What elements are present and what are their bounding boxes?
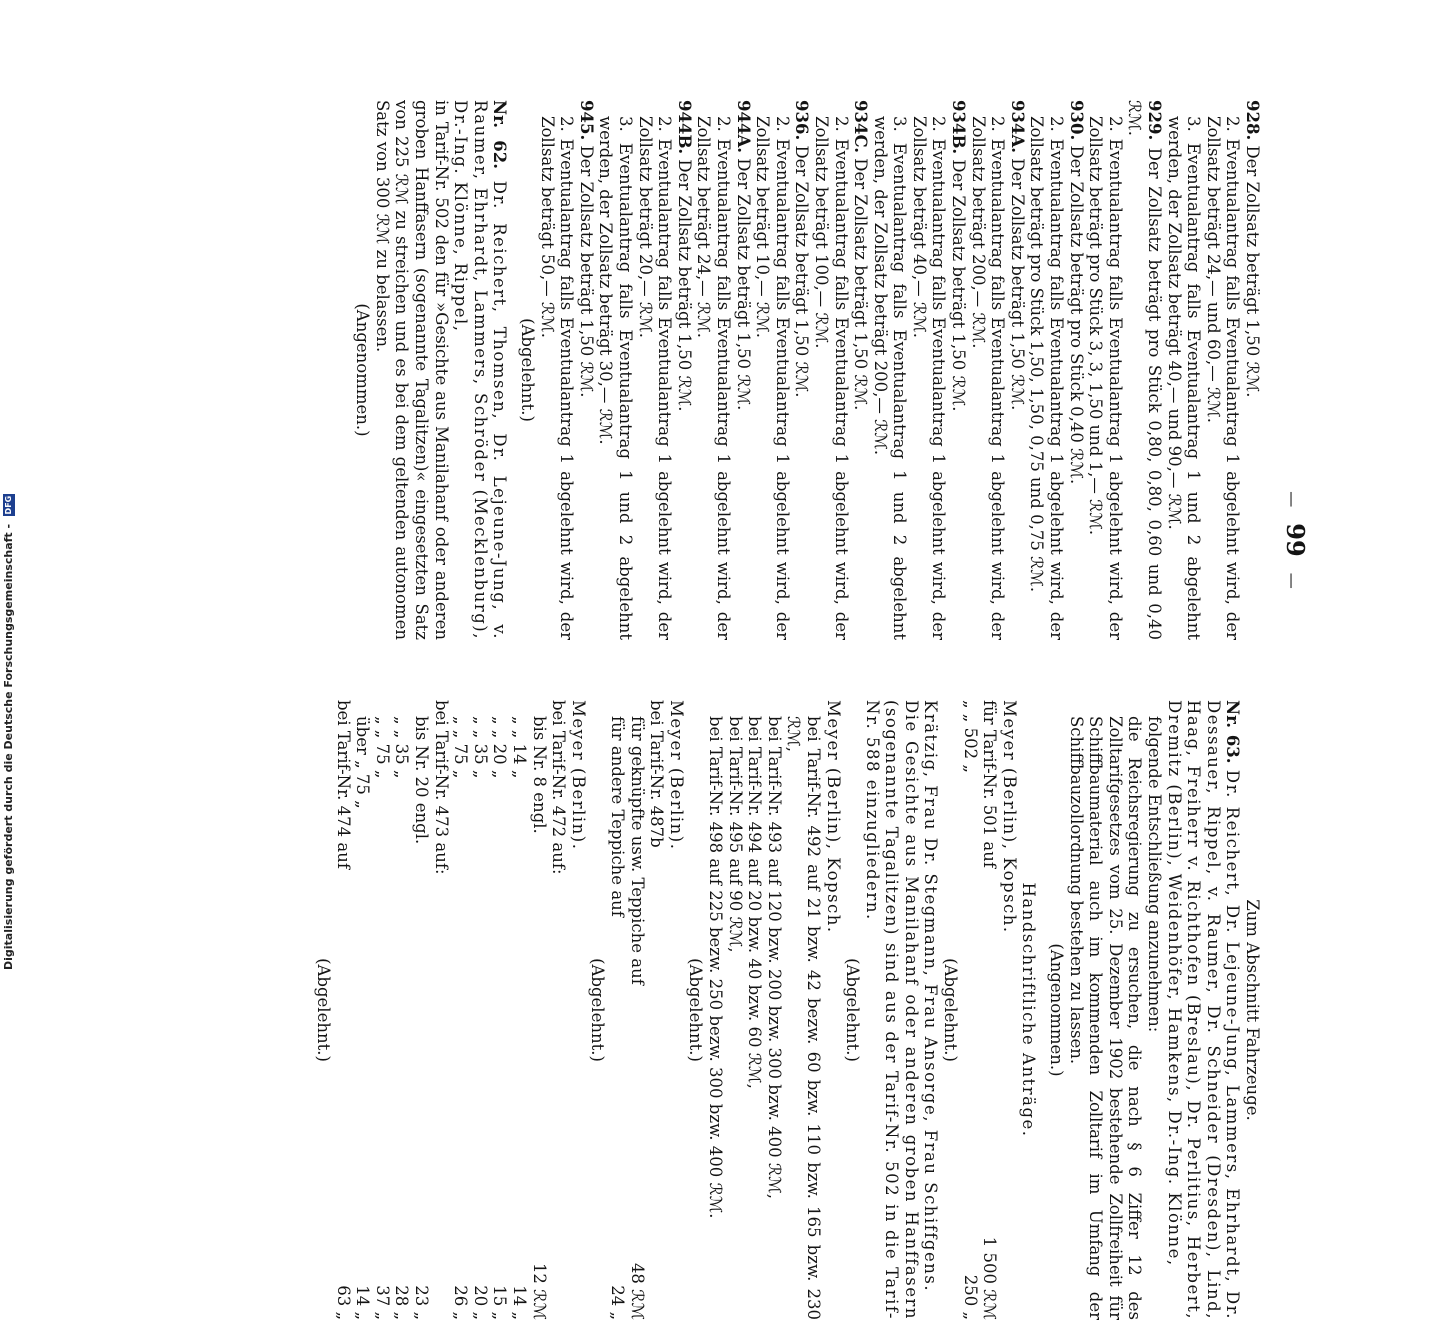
meyer4-row-amount: 15 „ [490,1285,510,1320]
tariff-entry-line: 3. Eventualantrag falls Eventualantrag 1 und 2 abgelehnt werden, der Zollsatz beträgt 30,— ℛℳ. [596,116,635,640]
tariff-entry-line: 2. Eventualantrag falls Eventualantrag 1 abgelehnt wird, der Zollsatz beträgt 50,— ℛℳ. [537,116,577,640]
tariff-entry-line: 3. Eventualantrag falls Eventualantrag 1 und 2 abgelehnt werden, der Zollsatz beträgt 40,— und 90,— ℛℳ. [1164,116,1204,640]
meyer4-row [333,700,353,1320]
tariff-entry [1125,100,1164,640]
tariff-entry-number: 934A. [1007,100,1027,153]
tariff-entry-line: 3. Eventualantrag falls Eventualantrag 1 und 2 abgelehnt werden, der Zollsatz beträgt 200,— ℛℳ. [870,116,910,640]
section-heading: Zum Abschnitt Fahrzeuge. [1243,899,1262,1121]
meyer2-line: bei Tarif-Nr. 493 auf 120 bzw. 200 bzw. 300 bzw. 400 ℛℳ, [764,716,784,1199]
tariff-entry-line: 2. Eventualantrag falls Eventualantrag 1 abgelehnt wird, der Zollsatz beträgt 24,— und 60,— ℛℳ. [1203,116,1243,640]
meyer4-row [451,700,471,1320]
meyer4-row-label: „ „ 35 „ [392,716,412,779]
tariff-entry-line: 2. Eventualantrag falls Eventualantrag 1 abgelehnt wird, der Zollsatz beträgt 24,— ℛℳ. [694,116,733,640]
tariff-entry [1007,100,1027,640]
meyer4-sub2: bei Tarif-Nr. 473 auf: [431,700,451,875]
meyer1-row-amount: 1 500 ℛℳ [980,1236,1000,1320]
tariff-entry-text: Der Zollsatz beträgt 1,50 ℛℳ. [733,158,753,411]
tariff-entry-line: 2. Eventualantrag falls Eventualantrag 1 abgelehnt wird, der Zollsatz beträgt 100,— ℛℳ. [811,116,851,640]
kraetzig-text: Die Gesichte aus Manilahanf oder anderen groben Hanffasern (sogenannte Tagalitzen) sind aus der Tarif-Nr. 502 in die Tarif-Nr. 588 einzugliedern. [862,700,921,1320]
meyer4-row-label: „ „ 14 „ [510,716,530,779]
tariff-entry-number: 928. [1243,100,1262,141]
handwritten-motions-heading: Handschriftliche Anträge. [1019,882,1039,1138]
tariff-entry-number: 944B. [674,100,694,155]
tariff-entry [576,100,596,640]
kraetzig-result: (Abgelehnt.) [843,958,863,1062]
meyer2-line: bei Tarif-Nr. 492 auf 21 bzw. 42 bezw. 60 bzw. 110 bzw. 165 bzw. 230 ℛℳ, [784,716,823,1320]
meyer4-row-label: bis Nr. 20 engl. [412,716,432,845]
meyer4-head: Meyer (Berlin). [568,700,588,851]
meyer4-row-amount: 23 „ [412,1285,432,1320]
page-number: 99 [1281,523,1310,557]
meyer4-row [392,700,412,1320]
motion-62-head: Nr. 62. [490,100,510,169]
meyer4-row-label: „ „ 35 „ [470,716,490,779]
meyer4-row-label: „ „ 75 „ [372,716,392,779]
meyer4-row-amount: 28 „ [392,1285,412,1320]
meyer3-row-label: für geknüpfte usw. Teppiche auf [627,716,647,985]
meyer4-row-label: bei Tarif-Nr. 474 auf [333,700,353,869]
meyer2-result: (Abgelehnt.) [686,958,706,1062]
left-result: (Abgelehnt.) [518,318,538,422]
meyer4-row-label: bis Nr. 8 engl. [529,716,549,834]
tariff-entry-line: 2. Eventualantrag falls Eventualantrag 1 abgelehnt wird, der Zollsatz beträgt 40,— ℛℳ. [909,116,949,640]
motion-63-names: Dr. Reichert, Dr. Lejeune-Jung, Lammers, Ehrhardt, Dr. Dessauer, Rippel, v. Raumer, Dr. Schneider (Dresden), Lind, Haag, Freiherr v. Richthofen (Breslau), Dr. Perlitius, Herbert, Dremitz (Berlin), Weidenhöfer, Hamkens, Dr.-Ing. Klönne, [1164,700,1243,1320]
tariff-entry-text: Der Zollsatz beträgt pro Stück 0,80, 0,80, 0,60 und 0,40 ℛℳ. [1125,100,1165,641]
meyer4-row-amount: 37 „ [372,1285,392,1320]
tariff-entry-number: 930. [1066,100,1086,141]
meyer3-row-label: für andere Teppiche auf [608,716,627,917]
page-number-line: —99— [1281,491,1310,589]
tariff-entry-text: Der Zollsatz beträgt 1,50 ℛℳ. [792,145,812,398]
meyer1-row-label: „ „ 502 „ [960,700,980,773]
meyer1-row [960,700,980,1320]
motion-63-head: Nr. 63. [1223,700,1243,764]
meyer4-row-amount: 14 „ [510,1285,530,1320]
tariff-entry-text: Der Zollsatz beträgt 1,50 ℛℳ. [576,145,596,398]
meyer3-row [627,700,647,1320]
meyer1-head: Meyer (Berlin), Kopsch. [999,700,1019,934]
meyer3-row [607,700,627,1320]
tariff-entry-text: Der Zollsatz beträgt 1,50 ℛℳ. [674,159,694,412]
motion-62-text: in Tarif-Nr. 502 den für »Gesichte aus Manilahanf oder anderen groben Hanffasern (sogenannte Tagalitzen)« eingesetzten Satz von 225 ℛℳ zu streichen und es bei dem geltenden autonomen Satz von 300 ℛℳ zu belassen. [372,100,451,640]
meyer1-row-label: für Tarif-Nr. 501 auf [980,700,1000,868]
tariff-entry-line: 2. Eventualantrag falls Eventualantrag 1 abgelehnt wird, der Zollsatz beträgt 20,— ℛℳ. [635,116,675,640]
tariff-entry [851,100,871,640]
meyer1-result: (Abgelehnt.) [941,958,961,1062]
meyer4-row [509,700,529,1320]
meyer4-row-label: über „ 75 „ [353,716,373,809]
tariff-entry [733,100,753,640]
motion-62-names: Dr. Reichert, Thomsen, Dr. Lejeune-Jung, v. Raumer, Ehrhardt, Lammers, Schröder (Mecklenburg), Dr.-Ing. Klönne, Rippel, [451,100,510,640]
tariff-entry-line: 2. Eventualantrag falls Eventualantrag 1 abgelehnt wird, der Zollsatz beträgt pro Stück 3, 3, 1,50 und 1,— ℛℳ. [1086,116,1125,640]
meyer4-row-amount: 14 „ [353,1285,373,1320]
motion-63-result: (Angenommen.) [1047,943,1067,1077]
tariff-entry-line: 2. Eventualantrag falls Eventualantrag 1 abgelehnt wird, der Zollsatz beträgt 200,— ℛℳ. [968,116,1008,640]
meyer2-line: bei Tarif-Nr. 498 auf 225 bezw. 250 bezw. 300 bzw. 400 ℛℳ. [705,716,725,1219]
kraetzig-head: Krätzig, Frau Dr. Stegmann, Frau Ansorge, Frau Schiffgens. [921,700,941,1293]
meyer3-sub: bei Tarif-Nr. 487b [647,700,667,848]
tariff-entry-number: 934B. [949,100,969,155]
tariff-entry-line: 2. Eventualantrag falls Eventualantrag 1 abgelehnt wird, der Zollsatz beträgt 10,— ℛℳ. [753,116,792,640]
meyer4-row-label: „ „ 75 „ [451,716,471,779]
document-page [150,100,1310,1320]
meyer4-row-amount: 63 „ [333,1285,353,1320]
meyer3-result: (Abgelehnt.) [588,958,608,1062]
meyer1-row [980,700,1000,1320]
motion-63 [1164,700,1242,1320]
meyer4-row [470,700,490,1320]
right-column [314,700,1263,1320]
tariff-entry-number: 944A. [733,100,753,153]
tariff-entry [674,100,694,640]
tariff-entry-number: 929. [1145,100,1165,141]
footer-credit: Digitalisierung gefördert durch die Deutsche Forschungsgemeinschaft - [2,523,15,970]
motion-62 [451,100,510,640]
tariff-entry-number: 945. [576,100,596,141]
tariff-entry [1066,100,1086,640]
tariff-entry-line: 2. Eventualantrag falls Eventualantrag 1 abgelehnt wird, der Zollsatz beträgt pro Stück 1,50, 1,50, 0,75 und 0,75 ℛℳ. [1027,116,1067,640]
tariff-entry-text: Der Zollsatz beträgt 1,50 ℛℳ. [1007,158,1027,411]
tariff-entry-text: Der Zollsatz beträgt 1,50 ℛℳ. [949,159,969,412]
meyer4-row [353,700,373,1320]
tariff-entry-number: 936. [792,100,812,141]
meyer4-row-amount: 20 „ [470,1285,490,1320]
meyer2-line: bei Tarif-Nr. 495 auf 90 ℛℳ, [725,716,745,953]
dfg-logo: DFG [4,495,13,515]
meyer2-head: Meyer (Berlin), Kopsch. [823,700,843,934]
tariff-entry-text: Der Zollsatz beträgt pro Stück 0,40 ℛℳ. [1066,145,1086,485]
meyer4-row [411,700,431,1320]
motion-63-intro: folgende Entschließung anzunehmen: [1145,716,1165,1033]
tariff-entry [792,100,812,640]
meyer4-row [372,700,392,1320]
tariff-entry [1242,100,1262,640]
meyer4-row [490,700,510,1320]
meyer3-row-amount: 48 ℛℳ [627,1262,647,1320]
meyer4-row-amount: 26 „ [451,1285,471,1320]
tariff-entry-text: Der Zollsatz beträgt 1,50 ℛℳ. [851,158,871,411]
meyer4-sub1: bei Tarif-Nr. 472 auf: [549,700,569,875]
motion-62-result: (Angenommen.) [353,303,373,437]
tariff-entry-number: 934C. [851,100,871,154]
left-column [353,100,1262,640]
tariff-entry [949,100,969,640]
motion-63-text: die Reichsregierung zu ersuchen, die nach § 6 Ziffer 12 des Zolltarifgesetzes vom 25. Dezember 1902 bestehende Zollfreiheit für Schiffbaumaterial auch im kommenden Zolltarif im Umfang der Schiffbauzollordnung bestehen zu lassen. [1066,716,1145,1320]
meyer1-row-amount: 250 „ [960,1274,980,1320]
meyer4-row [529,700,549,1320]
meyer3-row-amount: 24 „ [608,1285,627,1320]
tariff-entry-text: Der Zollsatz beträgt 1,50 ℛℳ. [1243,145,1262,398]
tariff-entries [537,100,1262,640]
meyer4-row-label: „ „ 20 „ [490,716,510,779]
meyer3-head: Meyer (Berlin). [666,700,686,851]
meyer4-row-amount: 12 ℛℳ [529,1262,549,1320]
meyer4-result: (Abgelehnt.) [314,958,334,1062]
meyer2-line: bei Tarif-Nr. 494 auf 20 bzw. 40 bzw. 60 ℛℳ, [745,716,765,1089]
